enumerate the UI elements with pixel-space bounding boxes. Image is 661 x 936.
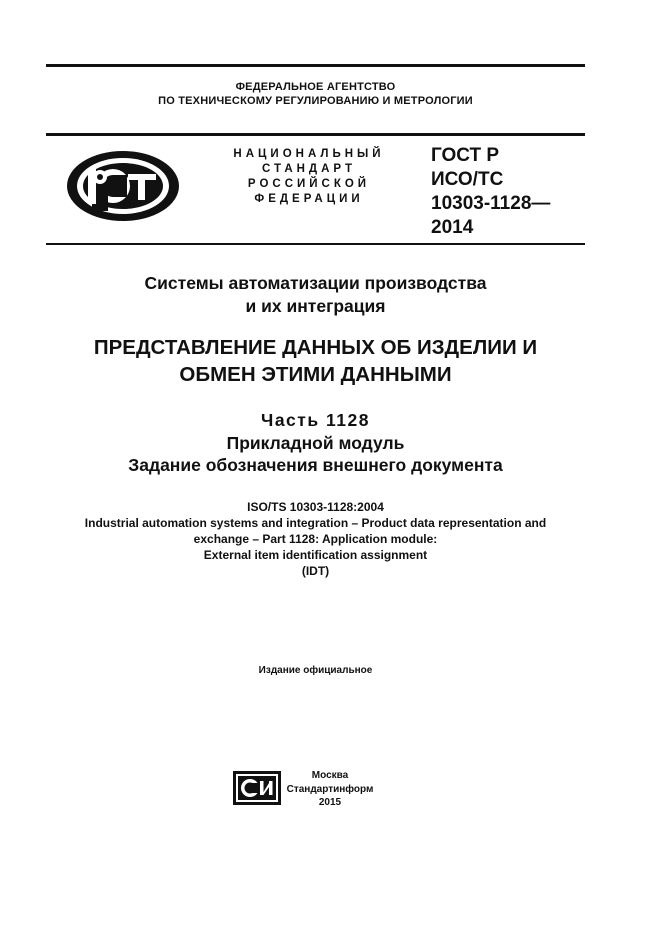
iso-reference-code: ISO/TS 10303-1128:2004 <box>247 500 384 514</box>
iso-reference-line-3: exchange – Part 1128: Application module: <box>193 532 438 546</box>
iso-reference-line-2: Industrial automation systems and integration – Product data representation and <box>84 516 547 530</box>
main-title-line-1: ПРЕДСТАВЛЕНИЕ ДАННЫХ ОБ ИЗДЕЛИИ И <box>93 336 538 359</box>
national-standard-label <box>214 147 404 207</box>
bottom-rule <box>46 243 585 245</box>
part-number: Часть 1128 <box>261 410 370 430</box>
standartinform-logo-icon <box>233 771 281 805</box>
main-title <box>30 334 601 388</box>
standard-code-line-2: ИСО/ТС <box>431 169 504 190</box>
national-line-1: НАЦИОНАЛЬНЫЙ <box>233 148 385 160</box>
part-heading <box>46 409 585 477</box>
part-module-name: Задание обозначения внешнего документа <box>128 455 503 475</box>
middle-rule <box>46 133 585 136</box>
national-line-4: ФЕДЕРАЦИИ <box>254 193 364 205</box>
iso-reference <box>30 499 601 579</box>
standard-code <box>431 144 550 240</box>
gost-r-emblem-icon <box>64 148 182 224</box>
national-line-2: СТАНДАРТ <box>262 163 356 175</box>
edition-label: Издание официальное <box>258 665 373 676</box>
part-module-type: Прикладной модуль <box>226 432 405 453</box>
publisher-year: 2015 <box>318 797 342 808</box>
publisher-imprint <box>280 769 380 810</box>
subject-line-1: Системы автоматизации производства <box>144 273 487 293</box>
agency-line-1: ФЕДЕРАЛЬНОЕ АГЕНТСТВО <box>235 81 396 93</box>
publisher-name: Стандартинформ <box>286 783 374 795</box>
standard-code-line-4: 2014 <box>431 217 474 238</box>
standard-code-line-3: 10303-1128— <box>431 193 551 214</box>
subject-heading <box>46 272 585 318</box>
standard-code-line-1: ГОСТ Р <box>431 145 500 166</box>
agency-line-2: ПО ТЕХНИЧЕСКОМУ РЕГУЛИРОВАНИЮ И МЕТРОЛОГИИ <box>158 95 473 107</box>
top-rule <box>46 64 585 67</box>
agency-header <box>46 80 585 108</box>
iso-reference-line-4: External item identification assignment <box>203 548 428 562</box>
iso-reference-identity: (IDT) <box>301 564 330 578</box>
main-title-line-2: ОБМЕН ЭТИМИ ДАННЫМИ <box>179 363 452 386</box>
subject-line-2: и их интеграция <box>245 296 386 316</box>
publisher-city: Москва <box>311 770 349 781</box>
national-line-3: РОССИЙСКОЙ <box>247 178 371 190</box>
